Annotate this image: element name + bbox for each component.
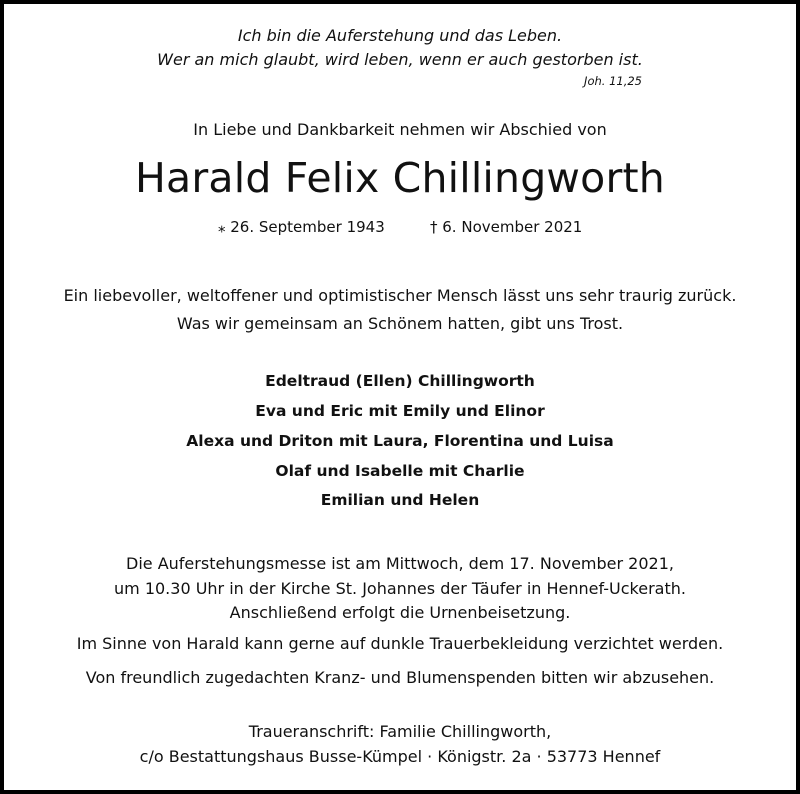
bible-citation: Joh. 11,25	[584, 74, 642, 88]
attire-note: Im Sinne von Harald kann gerne auf dunkle Trauerbekleidung verzichtet werden.	[76, 634, 724, 653]
death-date: † 6. November 2021	[430, 218, 583, 236]
address-line-2: c/o Bestattungshaus Busse-Kümpel · Königstr. 2a · 53773 Hennef	[139, 747, 661, 766]
birth-date: ⁎ 26. September 1943	[218, 218, 385, 236]
bible-verse-line-1: Ich bin die Auferstehung und das Leben.	[237, 26, 563, 45]
service-line-3: Anschließend erfolgt die Urnenbeisetzung.	[229, 603, 571, 622]
service-line-2: um 10.30 Uhr in der Kirche St. Johannes der Täufer in Hennef-Uckerath.	[114, 579, 686, 598]
family-member-line: Olaf und Isabelle mit Charlie	[275, 462, 525, 480]
tribute-line-2: Was wir gemeinsam an Schönem hatten, gibt uns Trost.	[176, 314, 624, 333]
service-line-1: Die Auferstehungsmesse ist am Mittwoch, dem 17. November 2021,	[126, 554, 674, 573]
intro-text: In Liebe und Dankbarkeit nehmen wir Abschied von	[193, 120, 607, 139]
tribute-line-1: Ein liebevoller, weltoffener und optimistischer Mensch lässt uns sehr traurig zurück.	[63, 286, 737, 305]
family-member-line: Emilian und Helen	[320, 491, 480, 509]
address-line-1: Traueranschrift: Familie Chillingworth,	[248, 722, 552, 741]
family-member-line: Eva und Eric mit Emily und Elinor	[255, 402, 545, 420]
family-member-line: Edeltraud (Ellen) Chillingworth	[265, 372, 535, 390]
family-member-line: Alexa und Driton mit Laura, Florentina und Luisa	[186, 432, 614, 450]
deceased-name: Harald Felix Chillingworth	[135, 154, 665, 202]
flowers-note: Von freundlich zugedachten Kranz- und Blumenspenden bitten wir abzusehen.	[85, 668, 715, 687]
bible-verse-line-2: Wer an mich glaubt, wird leben, wenn er auch gestorben ist.	[157, 50, 643, 69]
